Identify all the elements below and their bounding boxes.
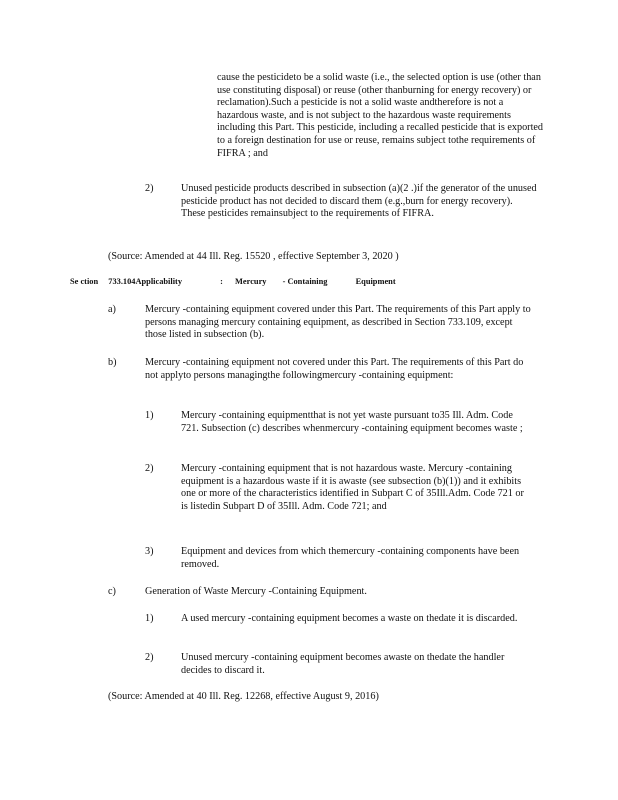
section-title-part-1: Mercury [235,277,267,286]
source-note-1: (Source: Amended at 44 Ill. Reg. 15520 , effective September 3, 2020 ) [108,251,399,262]
subsection-c-text: Generation of Waste Mercury -Containing Equipment. [145,586,367,597]
item-2-text: Unused pesticide products described in subsection (a)(2 .)if the generator of the unused pesticide product has not decided to discard them (e.g.,burn for energy recovery). These pesticides remainsubject to the requirements of FIFRA. [181,183,537,220]
subsection-b-item-3-number: 3) [145,546,154,557]
section-number: 733.104Applicability [108,277,183,286]
item-2-number: 2) [145,183,154,194]
subsection-b-item-2-text: Mercury -containing equipment that is not hazardous waste. Mercury -containing equipment is a hazardous waste if it is awaste (see subsection (b)(1)) and it exhibits one or more of the characteristics identified in Subpart C of 35Ill.Adm. Code 721 or is listedin Subpart D of 35Ill. Adm. Code 721; and [181,463,524,512]
subsection-a-label: a) [108,304,116,315]
subsection-b-item-1-text: Mercury -containing equipmentthat is not yet waste pursuant to35 Ill. Adm. Code 721. Subsection (c) describes whenmercury -containing equipment becomes waste ; [181,410,523,434]
subsection-c-item-1-text: A used mercury -containing equipment becomes a waste on thedate it is discarded. [181,613,518,624]
subsection-c-item-2-number: 2) [145,652,154,663]
subsection-c-item-1-number: 1) [145,613,154,624]
subsection-b-item-3-text: Equipment and devices from which themercury -containing components have been removed. [181,546,520,570]
continuation-paragraph: cause the pesticideto be a solid waste (i.e., the selected option is use (other than use constituting disposal) or reuse (other thanburning for energy recovery) or reclamation).Such a pesticide is not a solid waste andtherefore is not a hazardous waste, and is not subject to the hazardous waste requirements including this Part. This pesticide, including a recalled pesticide that is exported to a foreign destination for use or reuse, remains subject tothe requirements of FIFRA ; and [217,72,544,159]
subsection-a-text: Mercury -containing equipment covered under this Part. The requirements of this Part apply to persons managing mercury containing equipment, as described in Section 733.109, except those listed in subsection (b). [145,304,531,341]
subsection-b-label: b) [108,357,117,368]
subsection-b-item-1-number: 1) [145,410,154,421]
subsection-b-text: Mercury -containing equipment not covered under this Part. The requirements of this Part do not applyto persons managingthe followingmercury -containing equipment: [145,357,524,381]
section-title-part-2: - Containing [282,277,328,286]
section-colon: : [220,277,223,286]
section-title-part-3: Equipment [355,277,396,286]
subsection-b-item-2-number: 2) [145,463,154,474]
source-note-2: (Source: Amended at 40 Ill. Reg. 12268, effective August 9, 2016) [108,691,379,702]
section-label: Se ction [70,277,99,286]
subsection-c-label: c) [108,586,116,597]
section-heading [70,277,490,286]
subsection-c-item-2-text: Unused mercury -containing equipment becomes awaste on thedate the handler decides to discard it. [181,652,505,676]
